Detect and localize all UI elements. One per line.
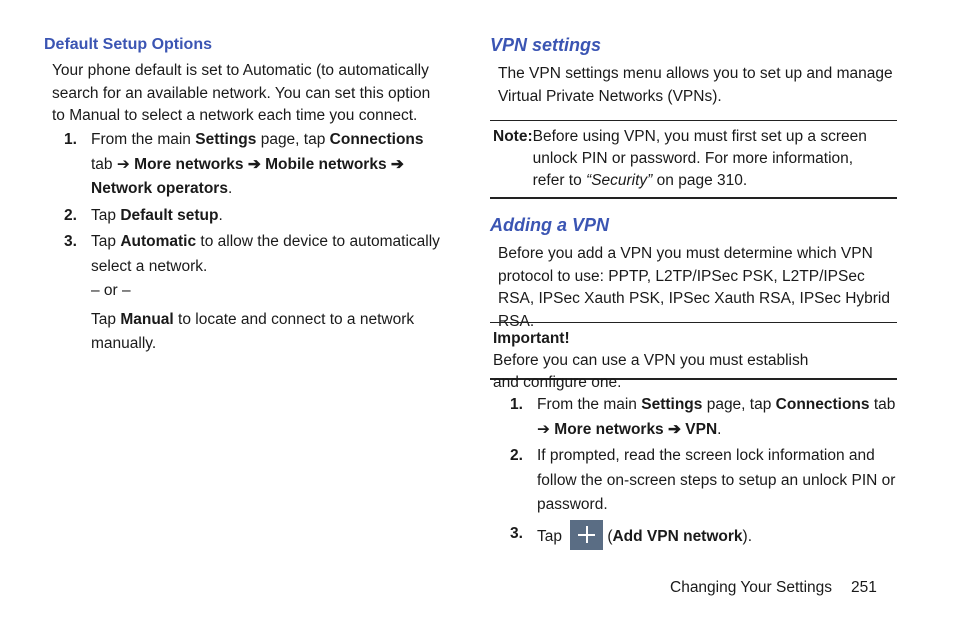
step-text: From the main <box>91 131 196 148</box>
step-number: 3. <box>510 524 523 542</box>
step-bold: More networks ➔ Mobile networks ➔ Network operators <box>91 155 404 197</box>
important-box <box>490 322 897 391</box>
footer-section-title: Changing Your Settings <box>670 579 833 596</box>
step-text: page, tap <box>702 396 776 413</box>
note-body: Before using VPN, you must first set up a screen unlock PIN or password. For more information, refer to <box>532 128 867 189</box>
step-text: page, tap <box>256 131 330 148</box>
step-number: 3. <box>64 233 77 250</box>
or-separator: – or – <box>91 282 131 299</box>
step-text: tab ➔ <box>537 396 896 438</box>
important-label: Important! <box>493 330 570 347</box>
step-bold: Connections <box>775 396 870 413</box>
note-tail: on page 310. <box>652 172 748 189</box>
step-text: Tap <box>537 527 567 545</box>
adding-vpn-heading: Adding a VPN <box>490 215 610 235</box>
step-bold: Settings <box>641 396 703 413</box>
step-text: Tap <box>91 206 121 224</box>
step-text: ( <box>607 527 613 545</box>
step-text: tab ➔ <box>91 155 135 173</box>
step-bold: Default setup <box>120 206 219 224</box>
step-text: . <box>717 420 722 438</box>
step-text: . <box>218 206 223 224</box>
list-item <box>64 128 444 202</box>
note-text <box>533 126 889 192</box>
step-number: 2. <box>510 447 523 464</box>
step-text: to locate and connect to a network manually. <box>91 310 415 352</box>
step-bold: Settings <box>195 131 257 148</box>
list-item <box>64 204 444 229</box>
footer-page-number: 251 <box>851 579 877 596</box>
list-item <box>510 393 897 442</box>
list-item <box>64 230 444 357</box>
adding-vpn-intro: Before you add a VPN you must determine which VPN protocol to use: PPTP, L2TP/IPSec PSK, L2TP/IPSec RSA, IPSec Xauth PSK, IPSec Xauth RSA, IPSec Hybrid RSA. <box>498 245 890 330</box>
step-bold: Manual <box>120 310 174 328</box>
step-text: to allow the device to automatically select a network. <box>91 233 440 275</box>
vpn-settings-intro: The VPN settings menu allows you to set up and manage Virtual Private Networks (VPNs). <box>498 65 893 105</box>
step-text: From the main <box>537 396 642 413</box>
default-setup-heading: Default Setup Options <box>44 36 212 53</box>
plus-icon <box>570 520 603 550</box>
note-box <box>490 120 897 199</box>
list-item <box>510 522 897 552</box>
step-number: 1. <box>64 131 77 148</box>
important-text: Before you can use a VPN you must establish and configure one. <box>493 352 809 391</box>
step-text: . <box>227 180 233 197</box>
step-text: Tap <box>91 310 121 328</box>
default-setup-intro: Your phone default is set to Automatic (to automatically search for an available network. You can set this option to Manual to select a network each time you connect. <box>52 62 431 124</box>
note-label: Note: <box>493 128 533 145</box>
step-number: 2. <box>64 206 77 224</box>
step-bold: Add VPN network <box>612 527 743 545</box>
step-text: If prompted, read the screen lock information and follow the on-screen steps to setup an unlock PIN or password. <box>537 447 896 513</box>
step-bold: More networks ➔ VPN <box>554 420 718 438</box>
note-reference: “Security” <box>586 172 653 189</box>
step-text: Tap <box>91 233 121 250</box>
step-text: ). <box>742 527 752 545</box>
default-setup-steps <box>64 128 444 357</box>
step-bold: Connections <box>329 131 424 148</box>
step-number: 1. <box>510 396 523 413</box>
step-bold: Automatic <box>120 233 197 250</box>
add-vpn-steps <box>510 393 897 552</box>
vpn-settings-heading: VPN settings <box>490 35 602 55</box>
list-item <box>510 444 897 518</box>
